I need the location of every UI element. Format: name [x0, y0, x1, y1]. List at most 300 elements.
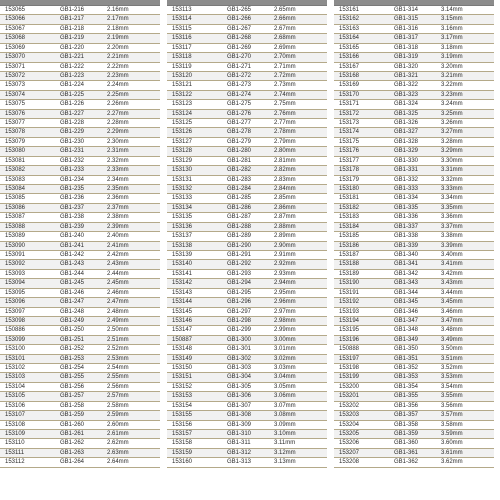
size-cell: 2.54mm — [107, 365, 129, 372]
size-cell: 2.84mm — [274, 186, 296, 193]
item-code-cell: 153190 — [339, 280, 360, 287]
size-cell: 3.44mm — [441, 289, 463, 296]
table-row — [334, 439, 494, 448]
table-row — [167, 91, 327, 100]
item-code-cell: 153110 — [5, 440, 25, 447]
size-cell: 3.60mm — [441, 440, 463, 447]
table-row — [334, 449, 494, 458]
table-row — [334, 194, 494, 203]
table-row — [167, 100, 327, 109]
part-number-cell: GB1-241 — [60, 242, 85, 249]
part-number-cell: GB1-316 — [394, 25, 419, 32]
item-code-cell: 153183 — [339, 214, 360, 221]
size-cell: 2.55mm — [107, 374, 129, 381]
size-cell: 2.61mm — [107, 430, 129, 437]
size-cell: 3.04mm — [274, 374, 296, 381]
part-number-cell: GB1-254 — [60, 365, 85, 372]
part-number-cell: GB1-239 — [60, 223, 85, 230]
size-cell: 2.83mm — [274, 176, 296, 183]
table-row — [0, 25, 160, 34]
size-cell: 2.50mm — [107, 327, 129, 334]
size-cell: 2.82mm — [274, 167, 296, 174]
table-row — [0, 270, 160, 279]
item-code-cell: 153066 — [5, 16, 26, 23]
item-code-cell: 153166 — [339, 54, 360, 61]
item-code-cell: 153111 — [5, 449, 25, 456]
item-code-cell: 153065 — [5, 7, 26, 13]
part-number-cell: GB1-281 — [227, 157, 252, 164]
size-cell: 2.38mm — [107, 214, 129, 221]
size-cell: 3.26mm — [441, 120, 463, 127]
item-code-cell: 153135 — [172, 214, 193, 221]
item-code-cell: 153138 — [172, 242, 193, 249]
part-number-cell: GB1-359 — [394, 430, 419, 437]
item-code-cell: 153201 — [339, 393, 360, 400]
item-code-cell: 153071 — [5, 63, 26, 70]
part-number-cell: GB1-296 — [227, 299, 252, 306]
size-cell: 3.13mm — [274, 459, 296, 466]
size-cell: 3.38mm — [441, 233, 463, 240]
size-cell: 2.89mm — [274, 233, 296, 240]
part-number-cell: GB1-255 — [60, 374, 85, 381]
size-cell: 2.73mm — [274, 82, 296, 89]
size-cell: 2.51mm — [107, 336, 129, 343]
size-cell: 2.56mm — [107, 383, 129, 390]
part-number-cell: GB1-242 — [60, 251, 85, 258]
item-code-cell: 153081 — [5, 157, 26, 164]
table-row — [167, 251, 327, 260]
table-row — [167, 72, 327, 81]
size-cell: 3.11mm — [274, 440, 296, 447]
size-cell: 2.96mm — [274, 299, 296, 306]
item-code-cell: 153074 — [5, 91, 26, 98]
table-row — [0, 326, 160, 335]
part-number-cell: GB1-237 — [60, 204, 85, 211]
part-number-cell: GB1-269 — [227, 44, 252, 51]
size-cell: 3.15mm — [441, 16, 463, 23]
item-code-cell: 153136 — [172, 223, 193, 230]
table-row — [167, 15, 327, 24]
part-number-cell: GB1-338 — [394, 233, 419, 240]
part-number-cell: GB1-224 — [60, 82, 85, 89]
table-row — [334, 6, 494, 15]
part-number-cell: GB1-291 — [227, 251, 252, 258]
item-code-cell: 153159 — [172, 449, 193, 456]
part-number-cell: GB1-260 — [60, 421, 85, 428]
part-number-cell: GB1-267 — [227, 25, 252, 32]
item-code-cell: 153164 — [339, 35, 360, 42]
size-cell: 2.23mm — [107, 72, 129, 79]
item-code-cell: 153178 — [339, 167, 360, 174]
part-number-cell: GB1-232 — [60, 157, 85, 164]
part-number-cell: GB1-298 — [227, 317, 252, 324]
size-cell: 2.77mm — [274, 120, 296, 127]
size-cell: 3.48mm — [441, 327, 463, 334]
table-row — [167, 223, 327, 232]
table-row — [0, 72, 160, 81]
item-code-cell: 153147 — [172, 327, 193, 334]
size-cell: 2.79mm — [274, 138, 296, 145]
part-number-cell: GB1-356 — [394, 402, 419, 409]
item-code-cell: 153109 — [5, 430, 26, 437]
size-cell: 3.08mm — [274, 412, 296, 419]
item-code-cell: 153107 — [5, 412, 26, 419]
item-code-cell: 153099 — [5, 336, 26, 343]
item-code-cell: 153070 — [5, 54, 26, 61]
size-cell: 2.72mm — [274, 72, 296, 79]
part-number-cell: GB1-294 — [227, 280, 252, 287]
table-row — [334, 317, 494, 326]
part-number-cell: GB1-271 — [227, 63, 252, 70]
part-number-cell: GB1-266 — [227, 16, 252, 23]
size-cell: 3.47mm — [441, 317, 463, 324]
item-code-cell: 153168 — [339, 72, 360, 79]
size-cell: 2.95mm — [274, 289, 296, 296]
part-number-cell: GB1-309 — [227, 421, 252, 428]
table-row — [167, 345, 327, 354]
size-cell: 2.98mm — [274, 317, 296, 324]
part-number-cell: GB1-295 — [227, 289, 252, 296]
table-row — [0, 44, 160, 53]
size-cell: 2.27mm — [107, 110, 129, 117]
size-cell: 2.36mm — [107, 195, 129, 202]
size-cell: 3.30mm — [441, 157, 463, 164]
size-cell: 2.34mm — [107, 176, 129, 183]
item-code-cell: 153188 — [339, 261, 360, 268]
size-cell: 2.20mm — [107, 44, 129, 51]
size-cell: 2.31mm — [107, 148, 129, 155]
item-code-cell: 153157 — [172, 430, 193, 437]
item-code-cell: 153142 — [172, 280, 193, 287]
part-number-cell: GB1-348 — [394, 327, 419, 334]
part-number-cell: GB1-308 — [227, 412, 252, 419]
part-number-cell: GB1-339 — [394, 242, 419, 249]
part-number-cell: GB1-268 — [227, 35, 252, 42]
part-number-cell: GB1-235 — [60, 186, 85, 193]
item-code-cell: 153113 — [172, 7, 192, 13]
size-cell: 2.57mm — [107, 393, 129, 400]
table-row — [334, 373, 494, 382]
item-code-cell: 153156 — [172, 421, 193, 428]
table-row — [334, 176, 494, 185]
table-row — [0, 157, 160, 166]
part-number-cell: GB1-332 — [394, 176, 419, 183]
part-number-cell: GB1-233 — [60, 167, 85, 174]
part-number-cell: GB1-231 — [60, 148, 85, 155]
part-number-cell: GB1-300 — [227, 336, 252, 343]
item-code-cell: 153187 — [339, 251, 360, 258]
item-code-cell: 153094 — [5, 280, 26, 287]
size-cell: 2.67mm — [274, 25, 296, 32]
part-number-cell: GB1-315 — [394, 16, 419, 23]
part-number-cell: GB1-353 — [394, 374, 419, 381]
part-number-cell: GB1-314 — [394, 7, 419, 13]
part-number-cell: GB1-283 — [227, 176, 252, 183]
size-cell: 3.42mm — [441, 270, 463, 277]
table-row — [0, 213, 160, 222]
part-number-cell: GB1-318 — [394, 44, 419, 51]
table-row — [334, 185, 494, 194]
size-cell: 2.86mm — [274, 204, 296, 211]
item-code-cell: 153101 — [5, 355, 26, 362]
part-number-cell: GB1-336 — [394, 214, 419, 221]
size-cell: 2.19mm — [107, 35, 129, 42]
part-number-cell: GB1-360 — [394, 440, 419, 447]
part-number-cell: GB1-307 — [227, 402, 252, 409]
part-number-cell: GB1-225 — [60, 91, 85, 98]
table-row — [334, 458, 494, 467]
item-code-cell: 153122 — [172, 91, 193, 98]
table-row — [334, 147, 494, 156]
size-cell: 3.12mm — [274, 449, 296, 456]
item-code-cell: 153121 — [172, 82, 193, 89]
item-code-cell: 153137 — [172, 233, 193, 240]
table-row — [167, 336, 327, 345]
size-cell: 2.47mm — [107, 299, 129, 306]
item-code-cell: 153140 — [172, 261, 193, 268]
size-cell: 2.63mm — [107, 449, 129, 456]
item-code-cell: 153119 — [172, 63, 192, 70]
item-code-cell: 153073 — [5, 82, 26, 89]
table-row — [334, 128, 494, 137]
size-cell: 3.25mm — [441, 110, 463, 117]
table-row — [334, 383, 494, 392]
item-code-cell: 153088 — [5, 223, 26, 230]
table-row — [0, 128, 160, 137]
item-code-cell: 153180 — [339, 186, 360, 193]
table-row — [167, 383, 327, 392]
size-cell: 2.81mm — [274, 157, 296, 164]
item-code-cell: 153155 — [172, 412, 193, 419]
table-row — [167, 34, 327, 43]
size-cell: 3.21mm — [441, 72, 463, 79]
part-number-cell: GB1-230 — [60, 138, 85, 145]
item-code-cell: 153158 — [172, 440, 193, 447]
item-code-cell: 153079 — [5, 138, 26, 145]
item-code-cell: 153199 — [339, 374, 360, 381]
table-row — [0, 411, 160, 420]
size-cell: 2.45mm — [107, 280, 129, 287]
size-cell: 3.49mm — [441, 336, 463, 343]
table-row — [167, 439, 327, 448]
size-cell: 3.45mm — [441, 299, 463, 306]
size-cell: 2.91mm — [274, 251, 296, 258]
part-number-cell: GB1-258 — [60, 402, 85, 409]
part-number-cell: GB1-341 — [394, 261, 419, 268]
part-number-cell: GB1-334 — [394, 195, 419, 202]
item-code-cell: 153207 — [339, 449, 360, 456]
table-row — [334, 270, 494, 279]
part-number-cell: GB1-290 — [227, 242, 252, 249]
part-number-cell: GB1-234 — [60, 176, 85, 183]
size-cell: 3.51mm — [441, 355, 463, 362]
table-row — [0, 15, 160, 24]
part-number-cell: GB1-272 — [227, 72, 252, 79]
item-code-cell: 153172 — [339, 110, 360, 117]
table-row — [334, 392, 494, 401]
size-cell: 2.26mm — [107, 101, 129, 108]
size-cell: 3.61mm — [441, 449, 463, 456]
item-code-cell: 153198 — [339, 365, 360, 372]
item-code-cell: 153105 — [5, 393, 26, 400]
size-cell: 3.56mm — [441, 402, 463, 409]
item-code-cell: 153196 — [339, 336, 360, 343]
table-row — [334, 232, 494, 241]
item-code-cell: 153095 — [5, 289, 26, 296]
table-row — [0, 308, 160, 317]
table-row — [334, 308, 494, 317]
size-cell: 3.09mm — [274, 421, 296, 428]
item-code-cell: 153103 — [5, 374, 26, 381]
table-row — [0, 364, 160, 373]
part-number-cell: GB1-246 — [60, 289, 85, 296]
part-number-cell: GB1-303 — [227, 365, 252, 372]
part-number-cell: GB1-288 — [227, 223, 252, 230]
table-row — [334, 81, 494, 90]
item-code-cell: 153152 — [172, 383, 193, 390]
table-row — [167, 166, 327, 175]
part-number-cell: GB1-327 — [394, 129, 419, 136]
part-number-cell: GB1-286 — [227, 204, 252, 211]
part-number-cell: GB1-305 — [227, 383, 252, 390]
part-number-cell: GB1-279 — [227, 138, 252, 145]
size-cell: 3.20mm — [441, 63, 463, 70]
part-number-cell: GB1-293 — [227, 270, 252, 277]
part-number-cell: GB1-310 — [227, 430, 252, 437]
item-code-cell: 153077 — [5, 120, 26, 127]
size-cell: 3.28mm — [441, 138, 463, 145]
table-row — [0, 91, 160, 100]
item-code-cell: 153153 — [172, 393, 193, 400]
part-number-cell: GB1-238 — [60, 214, 85, 221]
size-cell: 2.22mm — [107, 63, 129, 70]
part-number-cell: GB1-243 — [60, 261, 85, 268]
item-code-cell: 153104 — [5, 383, 26, 390]
table-row — [334, 213, 494, 222]
part-number-cell: GB1-351 — [394, 355, 419, 362]
table-row — [334, 63, 494, 72]
part-number-cell: GB1-292 — [227, 261, 252, 268]
table-row — [334, 298, 494, 307]
size-cell: 3.46mm — [441, 308, 463, 315]
size-cell: 2.16mm — [107, 7, 129, 13]
part-number-cell: GB1-361 — [394, 449, 419, 456]
item-code-cell: 153174 — [339, 129, 360, 136]
item-code-cell: 153206 — [339, 440, 360, 447]
table-row — [0, 383, 160, 392]
part-number-cell: GB1-285 — [227, 195, 252, 202]
item-code-cell: 153100 — [5, 346, 26, 353]
part-number-cell: GB1-220 — [60, 44, 85, 51]
size-cell: 2.49mm — [107, 317, 129, 324]
size-cell: 2.32mm — [107, 157, 129, 164]
size-cell: 3.06mm — [274, 393, 296, 400]
table-row — [0, 345, 160, 354]
part-number-cell: GB1-275 — [227, 101, 252, 108]
item-code-cell: 153129 — [172, 157, 193, 164]
part-number-cell: GB1-319 — [394, 54, 419, 61]
size-cell: 2.25mm — [107, 91, 129, 98]
size-cell: 2.37mm — [107, 204, 129, 211]
item-code-cell: 153167 — [339, 63, 360, 70]
part-number-cell: GB1-253 — [60, 355, 85, 362]
size-cell: 3.03mm — [274, 365, 296, 372]
part-number-cell: GB1-278 — [227, 129, 252, 136]
item-code-cell: 153093 — [5, 270, 26, 277]
part-number-cell: GB1-247 — [60, 299, 85, 306]
table-row — [334, 411, 494, 420]
item-code-cell: 153096 — [5, 299, 26, 306]
item-code-cell: 153125 — [172, 120, 193, 127]
item-code-cell: 153192 — [339, 299, 360, 306]
size-cell: 3.17mm — [441, 35, 463, 42]
size-cell: 3.35mm — [441, 204, 463, 211]
item-code-cell: 153150 — [172, 365, 193, 372]
item-code-cell: 153204 — [339, 421, 360, 428]
part-number-cell: GB1-277 — [227, 120, 252, 127]
size-cell: 3.41mm — [441, 261, 463, 268]
part-number-cell: GB1-251 — [60, 336, 85, 343]
size-cell: 2.60mm — [107, 421, 129, 428]
size-cell: 3.10mm — [274, 430, 296, 437]
table-row — [0, 100, 160, 109]
part-number-cell: GB1-222 — [60, 63, 85, 70]
size-cell: 2.21mm — [107, 54, 129, 61]
table-row — [167, 25, 327, 34]
item-code-cell: 153195 — [339, 327, 360, 334]
item-code-cell: 153177 — [339, 157, 360, 164]
part-number-cell: GB1-261 — [60, 430, 85, 437]
item-code-cell: 153097 — [5, 308, 26, 315]
size-cell: 2.66mm — [274, 16, 296, 23]
part-number-cell: GB1-216 — [60, 7, 85, 13]
size-cell: 2.64mm — [107, 459, 129, 466]
item-code-cell: 153171 — [339, 101, 360, 108]
table-row — [167, 449, 327, 458]
size-cell: 3.22mm — [441, 82, 463, 89]
table-row — [0, 449, 160, 458]
part-number-cell: GB1-229 — [60, 129, 85, 136]
item-code-cell: 153141 — [172, 270, 193, 277]
table-row — [0, 242, 160, 251]
table-row — [167, 402, 327, 411]
size-cell: 2.44mm — [107, 270, 129, 277]
table-row — [334, 402, 494, 411]
table-row — [334, 110, 494, 119]
item-code-cell: 153139 — [172, 251, 193, 258]
part-number-cell: GB1-335 — [394, 204, 419, 211]
item-code-cell: 153115 — [172, 25, 192, 32]
item-code-cell: 153202 — [339, 402, 360, 409]
part-number-cell: GB1-322 — [394, 82, 419, 89]
size-cell: 3.27mm — [441, 129, 463, 136]
item-code-cell: 150887 — [172, 336, 193, 343]
size-cell: 2.92mm — [274, 261, 296, 268]
part-number-cell: GB1-355 — [394, 393, 419, 400]
size-cell: 2.59mm — [107, 412, 129, 419]
part-number-cell: GB1-217 — [60, 16, 85, 23]
item-code-cell: 153162 — [339, 16, 360, 23]
table-row — [334, 166, 494, 175]
item-code-cell: 153085 — [5, 195, 26, 202]
item-code-cell: 153108 — [5, 421, 26, 428]
size-cell: 2.78mm — [274, 129, 296, 136]
table-row — [334, 204, 494, 213]
part-number-cell: GB1-263 — [60, 449, 85, 456]
part-number-cell: GB1-347 — [394, 317, 419, 324]
item-code-cell: 153184 — [339, 223, 360, 230]
part-number-cell: GB1-317 — [394, 35, 419, 42]
